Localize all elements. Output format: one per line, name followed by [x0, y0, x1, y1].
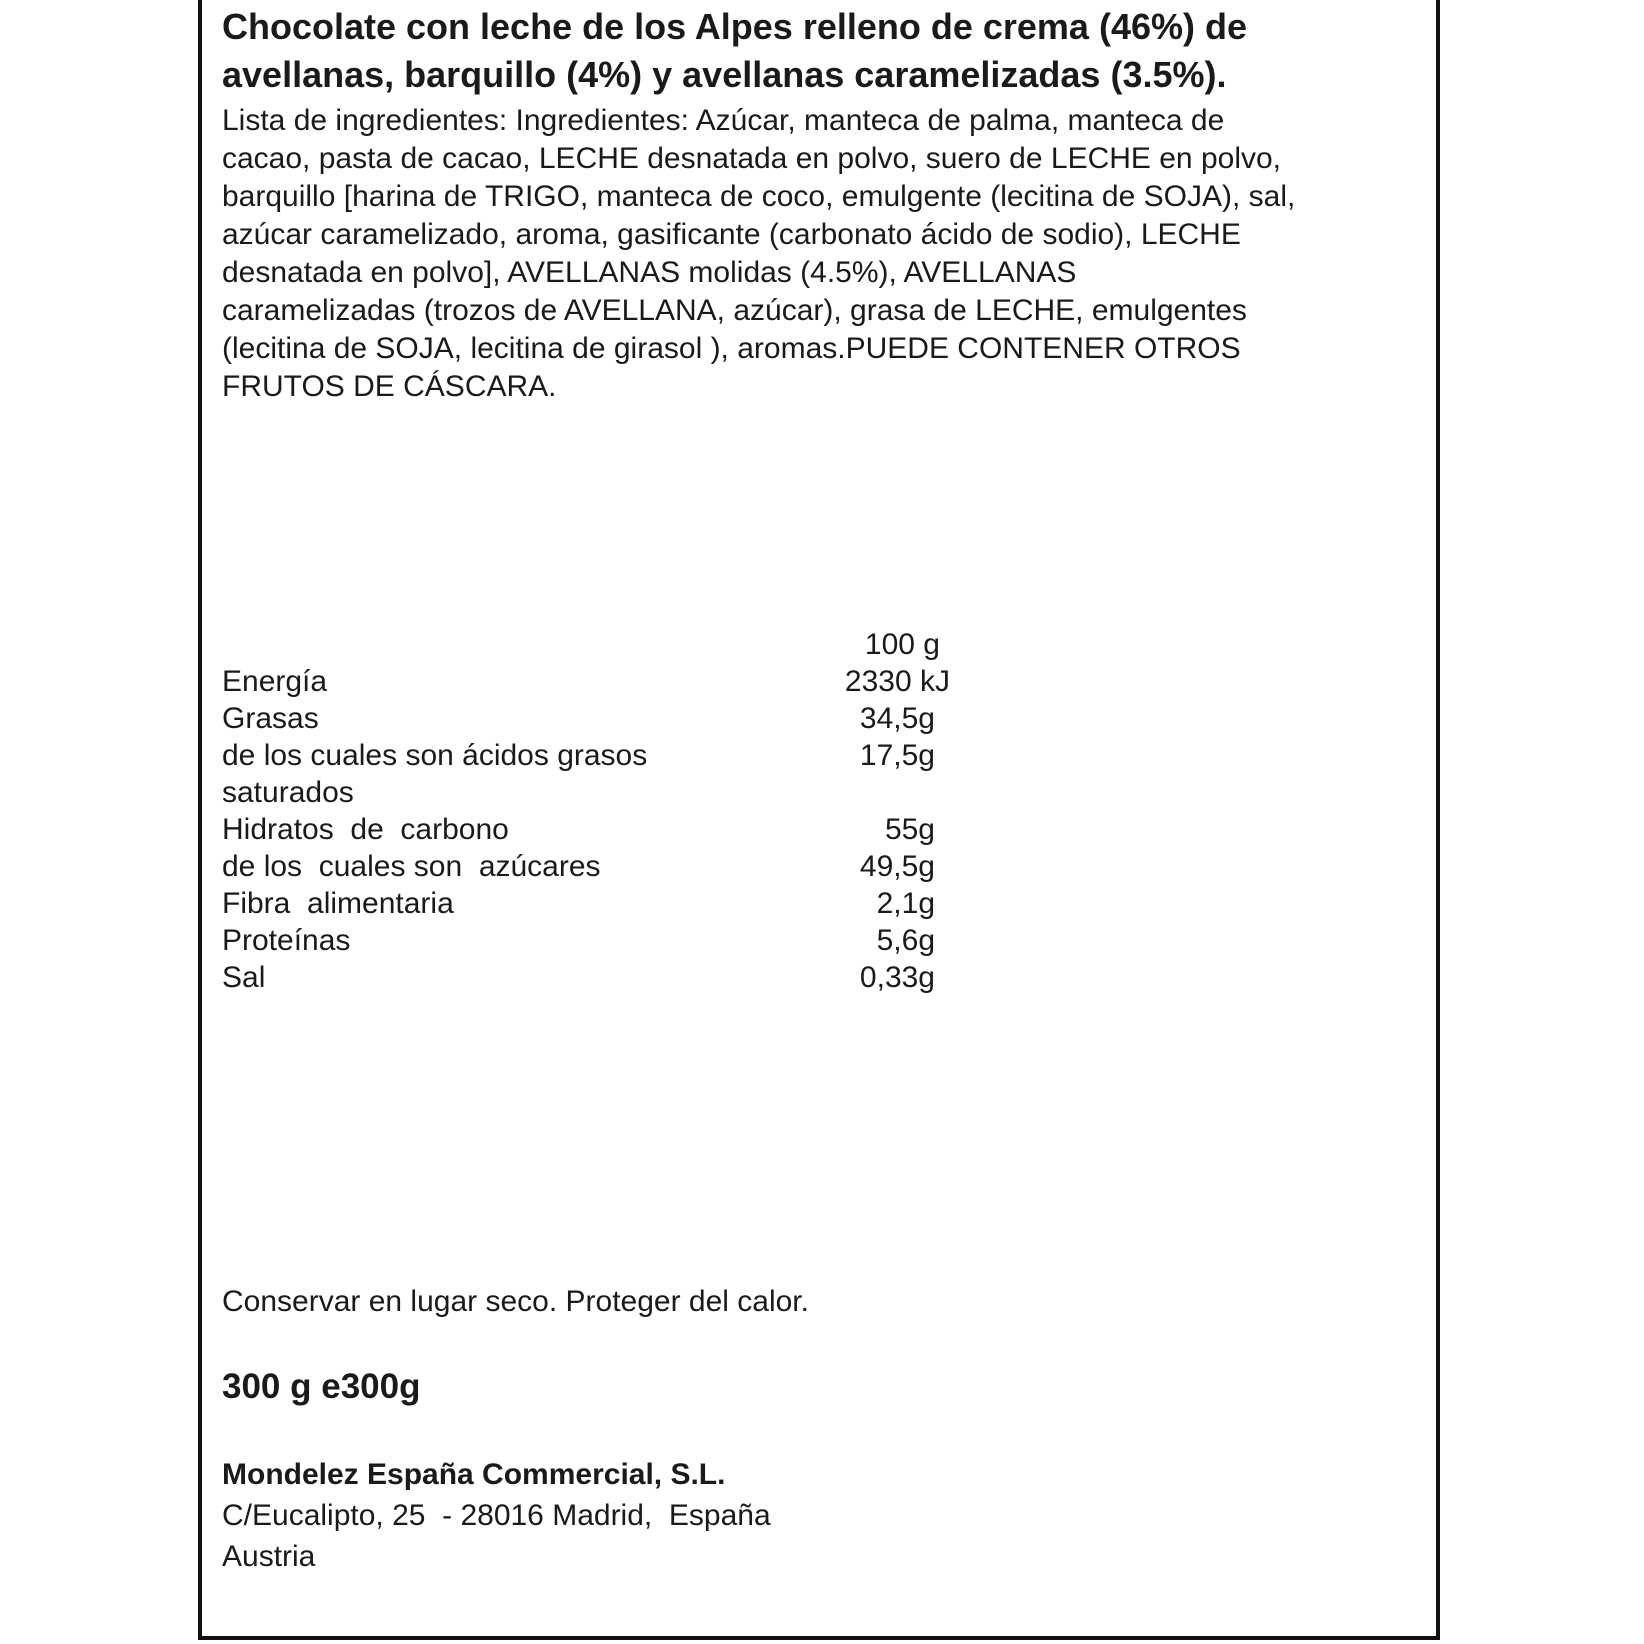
- nutrition-row-value: 34,5g: [859, 702, 935, 735]
- nutrition-row-value: 5,6g: [876, 924, 935, 957]
- manufacturer-name: Mondelez España Commercial, S.L.: [222, 1458, 726, 1491]
- product-title-line: avellanas, barquillo (4%) y avellanas caramelizadas (3.5%).: [222, 54, 1227, 95]
- nutrition-row-label: Proteínas: [222, 924, 351, 957]
- nutrition-row-label: de los cuales son ácidos grasos: [222, 739, 648, 772]
- nutrition-row-label: Hidratos de carbono: [222, 813, 509, 846]
- nutrition-row-label: Grasas: [222, 702, 319, 735]
- nutrition-row-value: 55g: [884, 813, 935, 846]
- manufacturer-country: Austria: [222, 1540, 316, 1573]
- storage-instructions: Conservar en lugar seco. Proteger del calor.: [222, 1285, 809, 1318]
- nutrition-row-label: Energía: [222, 665, 328, 698]
- nutrition-row-label-cont: saturados: [222, 776, 354, 809]
- nutrition-row-value: 0,33g: [859, 961, 935, 994]
- nutrition-row-value: 17,5g: [859, 739, 935, 772]
- ingredients-line: FRUTOS DE CÁSCARA.: [222, 370, 557, 403]
- ingredients-line: barquillo [harina de TRIGO, manteca de coco, emulgente (lecitina de SOJA), sal,: [222, 180, 1296, 213]
- ingredients-line: (lecitina de SOJA, lecitina de girasol ), aromas.PUEDE CONTENER OTROS: [222, 332, 1241, 365]
- ingredients-line: azúcar caramelizado, aroma, gasificante (carbonato ácido de sodio), LECHE: [222, 218, 1241, 251]
- nutrition-row-label: Fibra alimentaria: [222, 887, 454, 920]
- nutrition-row-label: Sal: [222, 961, 266, 994]
- nutrition-per-header: 100 g: [864, 628, 940, 661]
- ingredients-line: Lista de ingredientes: Ingredientes: Azúcar, manteca de palma, manteca de: [222, 104, 1225, 137]
- product-title: [222, 3, 1432, 99]
- nutrition-row-value: 2,1g: [876, 887, 935, 920]
- net-weight: 300 g e300g: [222, 1367, 421, 1406]
- nutrition-row-value: 2330 kJ: [844, 665, 950, 698]
- ingredients-list: [222, 102, 1392, 406]
- nutrition-row-label: de los cuales son azúcares: [222, 850, 601, 883]
- manufacturer-address: C/Eucalipto, 25 - 28016 Madrid, España: [222, 1499, 771, 1532]
- product-title-line: Chocolate con leche de los Alpes relleno de crema (46%) de: [222, 6, 1247, 47]
- ingredients-line: cacao, pasta de cacao, LECHE desnatada en polvo, suero de LECHE en polvo,: [222, 142, 1282, 175]
- nutrition-row-value: 49,5g: [859, 850, 935, 883]
- ingredients-line: caramelizadas (trozos de AVELLANA, azúcar), grasa de LECHE, emulgentes: [222, 294, 1247, 327]
- ingredients-line: desnatada en polvo], AVELLANAS molidas (4.5%), AVELLANAS: [222, 256, 1077, 289]
